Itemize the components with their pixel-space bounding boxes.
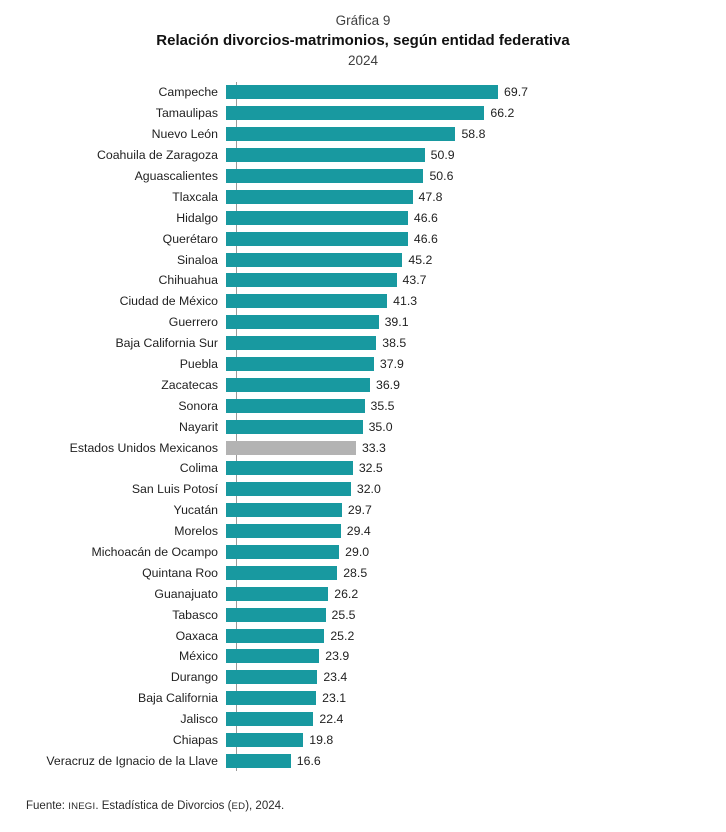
bar[interactable] bbox=[226, 649, 319, 663]
bar[interactable] bbox=[226, 106, 484, 120]
category-label: Campeche bbox=[158, 85, 218, 100]
bar-row bbox=[18, 583, 716, 604]
graph-number: Gráfica 9 bbox=[335, 13, 391, 28]
category-label: Sonora bbox=[178, 398, 218, 413]
bar[interactable] bbox=[226, 524, 341, 538]
page-title: Relación divorcios-matrimonios, según entidad federativa bbox=[156, 32, 570, 49]
bar-value-label: 50.9 bbox=[430, 148, 455, 163]
bar-rows bbox=[18, 82, 716, 771]
bar-value-label: 16.6 bbox=[296, 753, 321, 768]
category-label: Puebla bbox=[179, 357, 218, 372]
plot-area bbox=[0, 82, 726, 771]
bar-row bbox=[18, 646, 716, 667]
bar-track bbox=[226, 437, 716, 458]
bar-row bbox=[18, 395, 716, 416]
category-label: Michoacán de Ocampo bbox=[91, 545, 218, 560]
bar-row bbox=[18, 103, 716, 124]
bar[interactable] bbox=[226, 482, 351, 496]
bar-value-label: 47.8 bbox=[418, 189, 443, 204]
bar-value-label: 35.5 bbox=[370, 398, 395, 413]
bar-track bbox=[226, 270, 716, 291]
bar-row bbox=[18, 688, 716, 709]
source-middle: . Estadística de Divorcios ( bbox=[95, 800, 232, 812]
bar-track bbox=[226, 186, 716, 207]
category-label: Morelos bbox=[174, 524, 218, 539]
bar-row bbox=[18, 249, 716, 270]
bar-value-label: 29.4 bbox=[346, 524, 371, 539]
bar[interactable] bbox=[226, 127, 455, 141]
category-label: Zacatecas bbox=[161, 377, 218, 392]
bar-value-label: 32.5 bbox=[358, 461, 383, 476]
bar[interactable] bbox=[226, 670, 317, 684]
bar-value-label: 66.2 bbox=[490, 106, 515, 121]
chart-subtitle: 2024 bbox=[347, 53, 379, 68]
category-label: México bbox=[179, 649, 218, 664]
bar[interactable] bbox=[226, 587, 328, 601]
bar-row bbox=[18, 145, 716, 166]
source-organization: INEGI bbox=[68, 801, 96, 812]
bar-row bbox=[18, 521, 716, 542]
bar[interactable] bbox=[226, 315, 379, 329]
bar-track bbox=[226, 333, 716, 354]
category-label: Sinaloa bbox=[176, 252, 218, 267]
category-label: Durango bbox=[170, 670, 218, 685]
bar-track bbox=[226, 312, 716, 333]
bar[interactable] bbox=[226, 190, 413, 204]
bar-track bbox=[226, 688, 716, 709]
category-label: Yucatán bbox=[173, 503, 218, 518]
bar-value-label: 22.4 bbox=[319, 712, 344, 727]
category-label: San Luis Potosí bbox=[131, 482, 218, 497]
category-label: Nayarit bbox=[179, 419, 218, 434]
bar[interactable] bbox=[226, 273, 397, 287]
bar-value-label: 25.5 bbox=[331, 607, 356, 622]
bar-row bbox=[18, 458, 716, 479]
bar-value-label: 46.6 bbox=[413, 210, 438, 225]
bar-track bbox=[226, 521, 716, 542]
bar-value-label: 36.9 bbox=[376, 377, 400, 392]
bar-track bbox=[226, 82, 716, 103]
bar-value-label: 46.6 bbox=[413, 231, 438, 246]
bar-track bbox=[226, 395, 716, 416]
chart-titles bbox=[0, 0, 726, 70]
bar-track bbox=[226, 479, 716, 500]
category-label: Aguascalientes bbox=[134, 169, 218, 183]
bar-track bbox=[226, 542, 716, 563]
category-label: Baja California bbox=[138, 691, 218, 706]
bar[interactable] bbox=[226, 253, 402, 267]
bar-row bbox=[18, 228, 716, 249]
bar-track bbox=[226, 709, 716, 730]
bar[interactable] bbox=[226, 712, 313, 726]
category-label: Oaxaca bbox=[175, 628, 218, 643]
bar[interactable] bbox=[226, 357, 374, 371]
bar-track bbox=[226, 124, 716, 145]
bar-track bbox=[226, 228, 716, 249]
bar-row bbox=[18, 667, 716, 688]
bar[interactable] bbox=[226, 399, 365, 413]
bar-row bbox=[18, 437, 716, 458]
category-label: Ciudad de México bbox=[119, 294, 218, 309]
bar-value-label: 32.0 bbox=[356, 482, 381, 497]
bar-track bbox=[226, 166, 716, 187]
bar-track bbox=[226, 604, 716, 625]
source-suffix: ), 2024. bbox=[245, 800, 285, 812]
bar-track bbox=[226, 583, 716, 604]
category-label: Coahuila de Zaragoza bbox=[97, 148, 218, 163]
bar-track bbox=[226, 667, 716, 688]
bar[interactable] bbox=[226, 566, 337, 580]
bar-value-label: 39.1 bbox=[384, 315, 409, 330]
bar-track bbox=[226, 562, 716, 583]
bar-value-label: 50.6 bbox=[429, 169, 454, 183]
category-label: Tabasco bbox=[172, 607, 218, 622]
bar-highlight[interactable] bbox=[226, 441, 356, 455]
bar-value-label: 25.2 bbox=[330, 628, 355, 643]
bar-track bbox=[226, 291, 716, 312]
bar[interactable] bbox=[226, 608, 326, 622]
category-label: Veracruz de Ignacio de la Llave bbox=[46, 753, 218, 768]
category-label: Baja California Sur bbox=[115, 336, 218, 351]
bar-value-label: 43.7 bbox=[402, 273, 427, 288]
bar-value-label: 23.9 bbox=[325, 649, 350, 664]
bar[interactable] bbox=[226, 733, 303, 747]
source-prefix: Fuente: bbox=[26, 800, 69, 812]
bar-row bbox=[18, 207, 716, 228]
bar-track bbox=[226, 145, 716, 166]
bar-row bbox=[18, 166, 716, 187]
bar-row bbox=[18, 416, 716, 437]
bar-value-label: 45.2 bbox=[408, 252, 433, 267]
bar[interactable] bbox=[226, 629, 324, 643]
bar-row bbox=[18, 730, 716, 751]
bar-row bbox=[18, 625, 716, 646]
bar[interactable] bbox=[226, 85, 498, 99]
bar-row bbox=[18, 709, 716, 730]
bar[interactable] bbox=[226, 754, 291, 768]
bar-row bbox=[18, 562, 716, 583]
bar-track bbox=[226, 416, 716, 437]
bar-value-label: 33.3 bbox=[361, 440, 386, 455]
bar-track bbox=[226, 354, 716, 375]
category-label: Guerrero bbox=[168, 315, 218, 330]
bar[interactable] bbox=[226, 545, 339, 559]
bar-track bbox=[226, 374, 716, 395]
category-label: Jalisco bbox=[180, 712, 218, 727]
bar-value-label: 29.0 bbox=[345, 545, 370, 560]
bar-row bbox=[18, 374, 716, 395]
bar-value-label: 29.7 bbox=[347, 503, 372, 518]
bar[interactable] bbox=[226, 232, 408, 246]
bar-track bbox=[226, 646, 716, 667]
bar-row bbox=[18, 479, 716, 500]
bar-track bbox=[226, 730, 716, 751]
bar-row bbox=[18, 291, 716, 312]
category-label: Chiapas bbox=[172, 733, 218, 748]
bar-track bbox=[226, 103, 716, 124]
bar-value-label: 35.0 bbox=[368, 419, 393, 434]
category-label: Estados Unidos Mexicanos bbox=[69, 440, 218, 455]
bar[interactable] bbox=[226, 336, 376, 350]
bar-row bbox=[18, 186, 716, 207]
source-abbreviation: ED bbox=[231, 801, 246, 812]
category-label: Tamaulipas bbox=[155, 106, 218, 121]
category-label: Colima bbox=[179, 461, 218, 476]
bar-value-label: 58.8 bbox=[461, 127, 486, 142]
bar-value-label: 41.3 bbox=[393, 294, 418, 309]
bar[interactable] bbox=[226, 503, 342, 517]
category-label: Quintana Roo bbox=[142, 565, 218, 580]
category-label: Hidalgo bbox=[176, 210, 218, 225]
category-label: Nuevo León bbox=[151, 127, 218, 142]
bar-value-label: 37.9 bbox=[379, 357, 404, 372]
bar-track bbox=[226, 458, 716, 479]
bar[interactable] bbox=[226, 378, 370, 392]
bar[interactable] bbox=[226, 461, 353, 475]
bar[interactable] bbox=[226, 169, 423, 183]
bar[interactable] bbox=[226, 211, 408, 225]
bar-track bbox=[226, 207, 716, 228]
bar-row bbox=[18, 270, 716, 291]
bar-row bbox=[18, 604, 716, 625]
source-note bbox=[26, 800, 284, 812]
bar-track bbox=[226, 625, 716, 646]
bar-value-label: 23.1 bbox=[322, 691, 347, 706]
category-label: Chihuahua bbox=[158, 273, 218, 288]
bar-row bbox=[18, 333, 716, 354]
category-label: Querétaro bbox=[162, 231, 218, 246]
bar-value-label: 69.7 bbox=[504, 85, 528, 100]
bar-row bbox=[18, 542, 716, 563]
bar-track bbox=[226, 500, 716, 521]
bar[interactable] bbox=[226, 691, 316, 705]
bar-value-label: 19.8 bbox=[309, 733, 334, 748]
bar-value-label: 23.4 bbox=[323, 670, 348, 685]
bar-row bbox=[18, 312, 716, 333]
bar-row bbox=[18, 500, 716, 521]
bar-value-label: 28.5 bbox=[343, 565, 368, 580]
bar[interactable] bbox=[226, 294, 387, 308]
bar-row bbox=[18, 82, 716, 103]
category-label: Guanajuato bbox=[154, 586, 218, 601]
bar-row bbox=[18, 751, 716, 772]
bar-value-label: 38.5 bbox=[382, 336, 407, 351]
bar-track bbox=[226, 249, 716, 270]
bar[interactable] bbox=[226, 148, 425, 162]
category-label: Tlaxcala bbox=[172, 189, 218, 204]
bar[interactable] bbox=[226, 420, 363, 434]
bar-row bbox=[18, 354, 716, 375]
bar-value-label: 26.2 bbox=[334, 586, 359, 601]
bar-row bbox=[18, 124, 716, 145]
bar-track bbox=[226, 751, 716, 772]
